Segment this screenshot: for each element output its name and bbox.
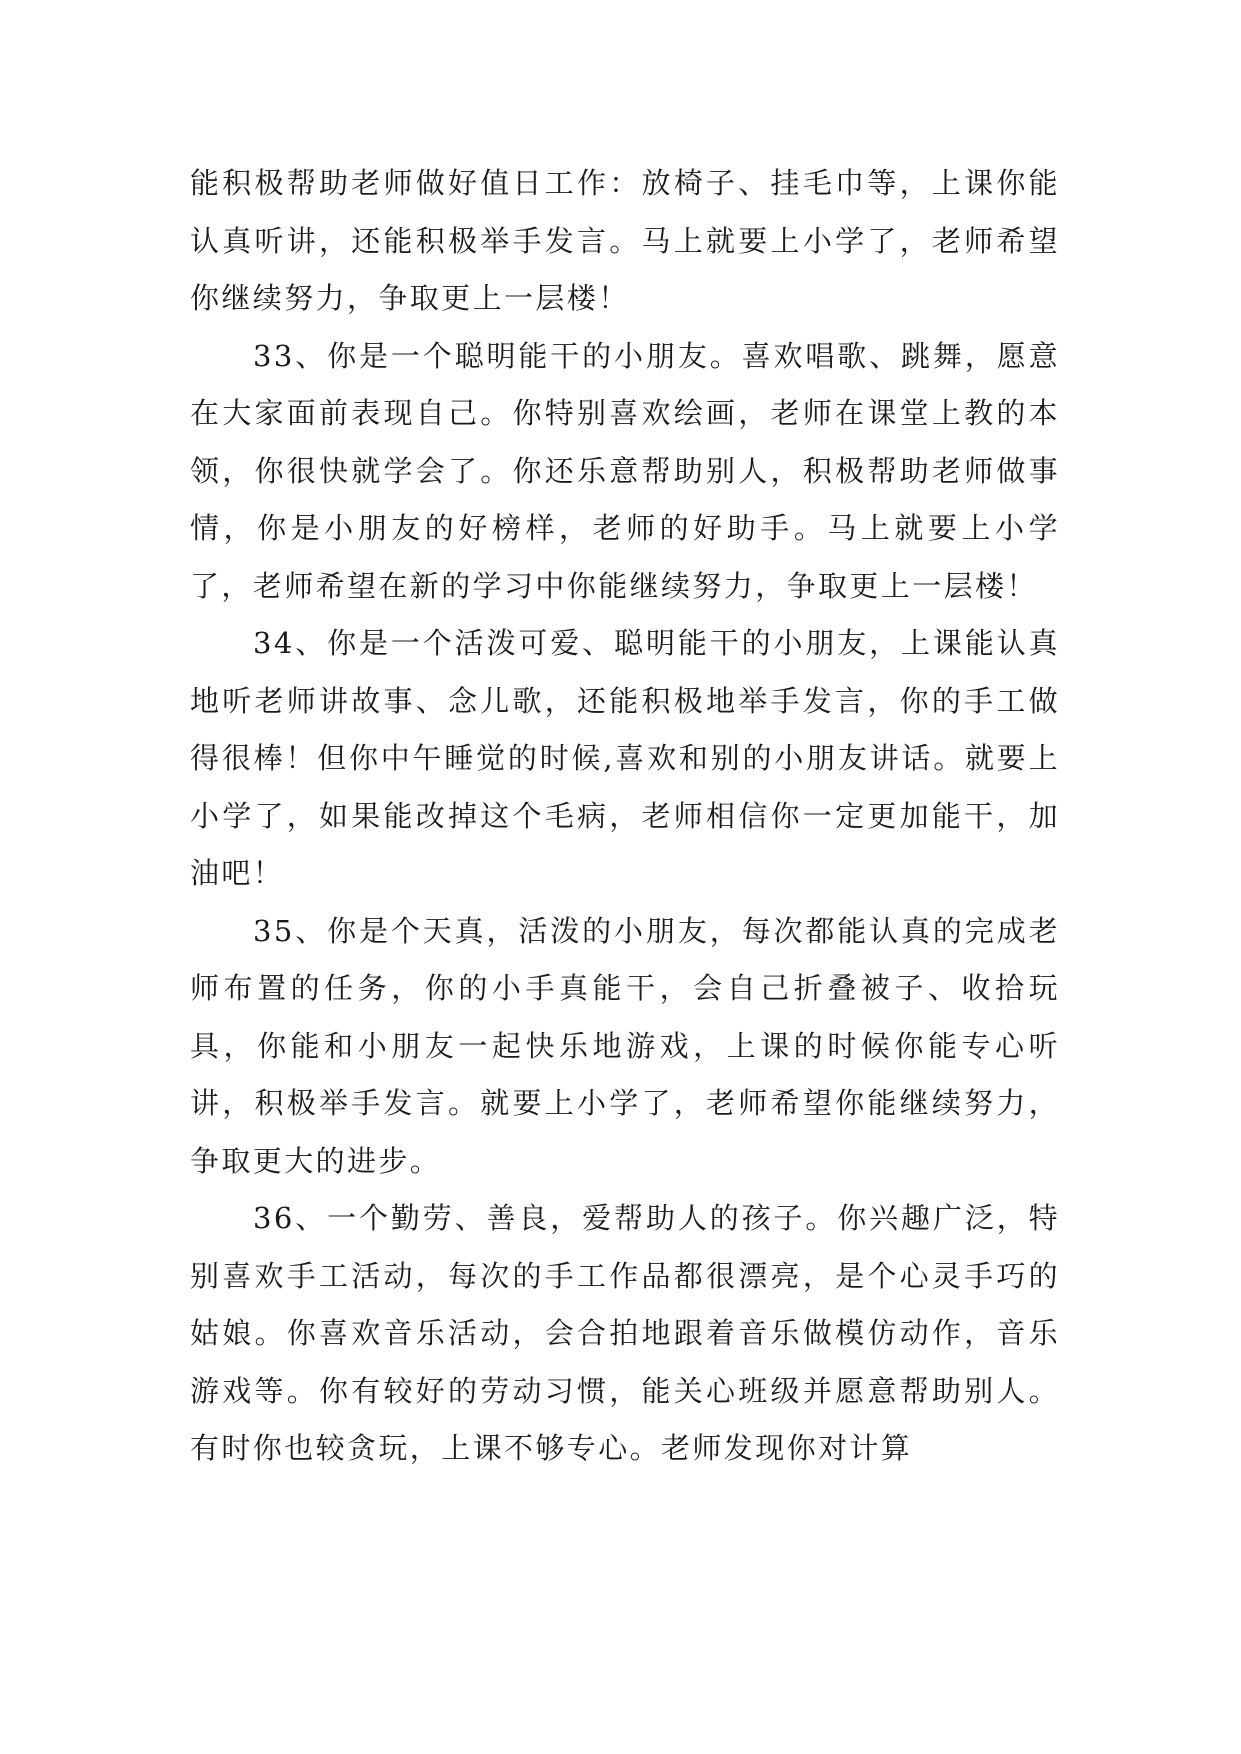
paragraph-comment-36: 36、一个勤劳、善良，爱帮助人的孩子。你兴趣广泛，特别喜欢手工活动，每次的手工作品都很漂亮，是个心灵手巧的姑娘。你喜欢音乐活动，会合拍地跟着音乐做模仿动作，音乐游戏等。你有较好的劳动习惯，能关心班级并愿意帮助别人。有时你也较贪玩，上课不够专心。老师发现你对计算 [190,1201,1060,1465]
paragraph-comment-35: 35、你是个天真，活泼的小朋友，每次都能认真的完成老师布置的任务，你的小手真能干，会自己折叠被子、收拾玩具，你能和小朋友一起快乐地游戏，上课的时候你能专心听讲，积极举手发言。就要上小学了，老师希望你能继续努力，争取更大的进步。 [190,913,1060,1178]
paragraph-comment-33: 33、你是一个聪明能干的小朋友。喜欢唱歌、跳舞，愿意在大家面前表现自己。你特别喜欢绘画，老师在课堂上教的本领，你很快就学会了。你还乐意帮助别人，积极帮助老师做事情，你是小朋友的好榜样，老师的好助手。马上就要上小学了，老师希望在新的学习中你能继续努力，争取更上一层楼！ [190,338,1060,603]
paragraph-comment-34: 34、你是一个活泼可爱、聪明能干的小朋友，上课能认真地听老师讲故事、念儿歌，还能积极地举手发言，你的手工做得很棒！但你中午睡觉的时候,喜欢和别的小朋友讲话。就要上小学了，如果能改掉这个毛病，老师相信你一定更加能干，加油吧！ [190,626,1060,890]
document-page [190,155,1060,1478]
paragraph-continuation: 能积极帮助老师做好值日工作：放椅子、挂毛巾等，上课你能认真听讲，还能积极举手发言。马上就要上小学了，老师希望你继续努力，争取更上一层楼！ [190,166,1060,315]
